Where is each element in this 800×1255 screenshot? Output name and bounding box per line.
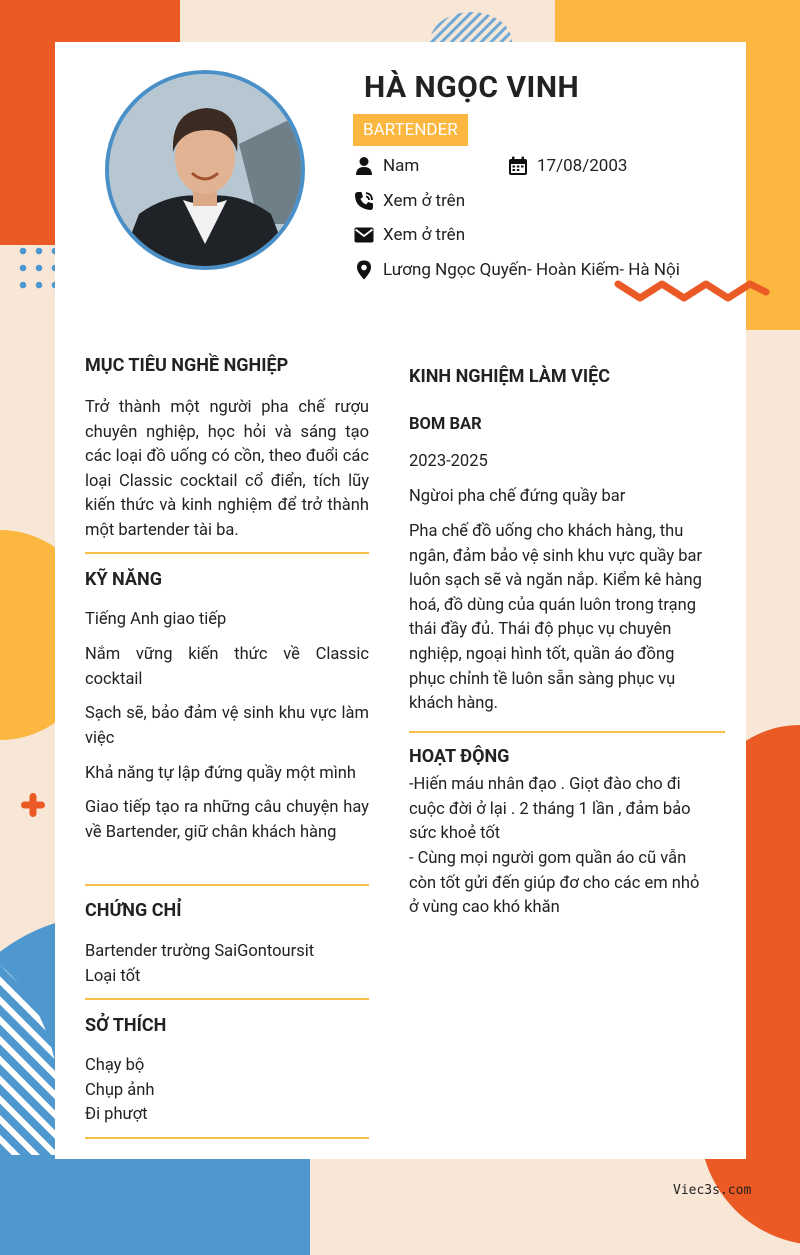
divider xyxy=(85,1137,369,1139)
experience-title: KINH NGHIỆM LÀM VIỆC xyxy=(409,366,611,387)
calendar-icon xyxy=(508,156,528,176)
email-row xyxy=(354,225,465,245)
email-value: Xem ở trên xyxy=(383,225,466,245)
address-value: Lương Ngọc Quyến- Hoàn Kiếm- Hà Nội xyxy=(383,260,680,280)
objective-text: Trở thành một người pha chế rượu chuyên nghiệp, học hỏi và sáng tạo các loại đồ uống có cồn, theo đuổi các loại Classic cocktail cổ điển, tích lũy kiến thức và kinh nghiệm để trở thành một bartender tài ba. xyxy=(85,398,369,540)
divider xyxy=(85,552,369,554)
decor-plus-sign xyxy=(20,792,46,818)
certificate-item: Loại tốt xyxy=(85,967,141,986)
phone-icon xyxy=(354,191,374,211)
watermark: Viec3s.com xyxy=(673,1183,752,1198)
map-pin-icon xyxy=(354,260,374,280)
skill-item: Tiếng Anh giao tiếp xyxy=(85,610,227,629)
user-icon xyxy=(354,156,374,176)
skill-item: Giao tiếp tạo ra những câu chuyện hay về Bartender, giữ chân khách hàng xyxy=(85,798,369,842)
birthdate-value: 17/08/2003 xyxy=(537,156,628,176)
address-row xyxy=(354,260,680,280)
profile-photo xyxy=(105,70,305,270)
decor-stripes-left xyxy=(0,965,60,1155)
experience-company: BOM BAR xyxy=(409,415,482,434)
hobby-item: Đi phượt xyxy=(85,1105,148,1124)
objective-title: MỤC TIÊU NGHỀ NGHIỆP xyxy=(85,355,289,376)
activity-item: -Hiến máu nhân đạo . Giọt đào cho đi cuộc đời ở lại . 2 tháng 1 lần , đảm bảo sức khoẻ tốt xyxy=(409,775,691,844)
skill-item: Sạch sẽ, bảo đảm vệ sinh khu vực làm việc xyxy=(85,704,369,748)
hobbies-title: SỞ THÍCH xyxy=(85,1015,167,1036)
job-title-badge: BARTENDER xyxy=(353,114,468,146)
certificates-title: CHỨNG CHỈ xyxy=(85,900,182,921)
experience-position: Ngừoi pha chế đứng quầy bar xyxy=(409,487,626,506)
envelope-icon xyxy=(354,225,374,245)
gender-row xyxy=(354,156,419,176)
divider xyxy=(85,998,369,1000)
candidate-name: HÀ NGỌC VINH xyxy=(364,70,580,105)
phone-row xyxy=(354,191,465,211)
decor-zigzag xyxy=(612,276,772,308)
skill-item: Nắm vững kiến thức về Classic cocktail xyxy=(85,645,369,689)
skills-title: KỸ NĂNG xyxy=(85,569,162,590)
skill-item: Khả năng tự lập đứng quầy một mình xyxy=(85,764,357,783)
certificate-item: Bartender trường SaiGontoursit xyxy=(85,942,315,961)
experience-period: 2023-2025 xyxy=(409,452,488,471)
divider xyxy=(85,884,369,886)
experience-description: Pha chế đồ uống cho khách hàng, thu ngân, đảm bảo vệ sinh khu vực quầy bar luôn sạch sẽ và ngăn nắp. Kiểm kê hàng hoá, đồ dùng của quán luôn trong trạng thái đầy đủ. Thái độ phục vụ chuyên nghiệp, ngoại hình tốt, quần áo đồng phục chỉnh tề luôn sẵn sàng phục vụ khách hàng. xyxy=(409,522,703,714)
activities-title: HOẠT ĐỘNG xyxy=(409,746,510,767)
gender-value: Nam xyxy=(383,156,420,176)
activity-item: - Cùng mọi người gom quần áo cũ vẫn còn tốt gửi đến giúp đơ cho các em nhỏ ở vùng cao khó khăn xyxy=(409,849,700,918)
hobby-item: Chạy bộ xyxy=(85,1056,145,1075)
decor-stripes-top xyxy=(430,12,512,42)
phone-value: Xem ở trên xyxy=(383,191,466,211)
hobby-item: Chụp ảnh xyxy=(85,1081,155,1100)
birthdate-row xyxy=(508,156,627,176)
divider xyxy=(409,731,725,733)
